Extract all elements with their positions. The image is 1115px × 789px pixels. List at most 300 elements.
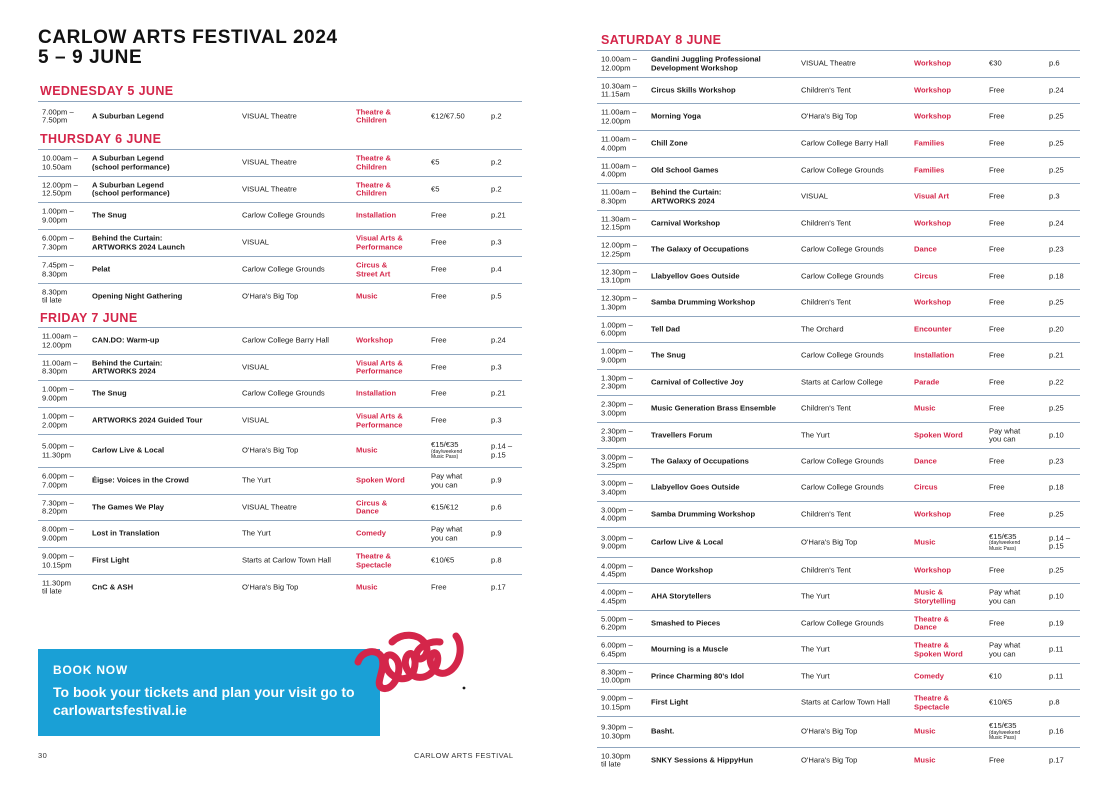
event-time [42,472,90,489]
event-time [601,479,649,496]
schedule-row[interactable] [38,380,522,407]
event-page-ref-text: p.8 [491,555,502,565]
event-venue [242,557,354,566]
schedule-row[interactable] [38,354,522,380]
left-page [0,0,557,789]
event-name-text: First Light [92,555,130,565]
schedule-row[interactable] [597,77,1080,103]
event-page-ref [1049,484,1079,493]
event-time [601,374,649,391]
event-time-text: 12.30pm – 13.10pm [601,266,637,285]
schedule-row[interactable] [38,149,522,176]
event-category [356,108,430,125]
event-page-ref [1049,140,1079,149]
event-time [601,668,649,685]
schedule-row[interactable] [38,256,522,283]
event-time-text: 11.00am – 8.30pm [601,187,637,205]
event-name [651,538,799,547]
event-price-text: Free [431,582,447,592]
event-category [914,246,988,255]
event-venue [242,266,354,275]
schedule-row[interactable] [38,283,522,309]
event-page-ref-text: p.3 [491,237,502,247]
event-price [431,441,489,461]
event-category-text: Music [356,445,378,455]
event-time-text: 12.30pm – 1.30pm [601,293,637,311]
schedule-row[interactable] [597,422,1080,448]
event-venue [242,363,354,372]
event-venue-text: VISUAL [242,362,270,372]
event-time [42,288,90,305]
schedule-row[interactable] [597,316,1080,342]
event-name [651,728,799,737]
event-time-text: 9.30pm – 10.30pm [601,722,633,740]
event-venue-text: Starts at Carlow College [801,377,883,387]
event-page-ref-text: p.19 [1049,618,1064,628]
schedule-row[interactable] [597,289,1080,316]
event-venue-text: Children's Tent [801,218,851,228]
event-category-text: Visual Arts & Performance [356,411,403,429]
event-venue-text: Children's Tent [801,509,851,519]
event-venue [801,484,913,493]
event-price [989,193,1047,202]
event-time-text: 3.00pm – 3.25pm [601,451,633,470]
event-price-text: Free [989,85,1005,95]
event-time-text: 6.00pm – 7.30pm [42,233,74,251]
event-category-text: Theatre & Spectacle [914,693,950,711]
event-page-ref-text: p.25 [1049,297,1064,307]
event-venue-text: Carlow College Grounds [801,350,884,360]
event-venue [242,503,354,512]
event-category-text: Workshop [914,58,951,68]
event-name-text: The Snug [92,210,127,220]
event-venue-text: O'Hara's Big Top [801,726,858,736]
event-time [42,579,90,596]
event-time [601,347,649,364]
event-page-ref-text: p.21 [491,210,506,220]
event-venue-text: The Yurt [242,475,271,485]
event-time-text: 9.00pm – 10.15pm [601,693,633,711]
event-name [651,113,799,122]
event-name-text: Llabyellov Goes Outside [651,271,740,281]
event-venue [242,477,354,486]
event-price [989,352,1047,361]
schedule-row[interactable] [597,716,1080,747]
event-time [601,752,649,769]
event-time-text: 12.00pm – 12.25pm [601,240,637,258]
event-venue-text: O'Hara's Big Top [801,755,858,765]
event-page-ref [491,112,521,121]
event-name-text: First Light [651,697,689,707]
event-venue-text: Children's Tent [801,565,851,575]
event-page-ref-text: p.14 – p.15 [1049,532,1071,551]
event-price [989,219,1047,228]
event-venue-text: Carlow College Grounds [242,388,325,398]
event-time [601,321,649,338]
event-page-ref [1049,193,1079,202]
schedule-row[interactable] [597,557,1080,583]
title-line-2: 5 – 9 JUNE [38,47,143,68]
event-category [914,378,988,387]
event-price-text: Pay what you can [431,524,463,542]
event-category [914,193,988,202]
event-venue [242,185,354,194]
event-price-text: Free [431,237,447,247]
event-price-text: Free [431,415,447,425]
event-venue [801,756,913,765]
event-category-text: Workshop [356,335,393,345]
event-time-text: 1.00pm – 2.00pm [42,411,74,429]
event-page-ref [1049,457,1079,466]
event-category [356,234,430,251]
event-name-text: Opening Night Gathering [92,291,183,301]
event-name-text: Carlow Live & Local [651,537,724,547]
event-time [42,499,90,516]
event-price-text: Free [989,244,1005,254]
event-page-ref-text: p.17 [491,582,506,592]
event-price-text: Free [431,362,447,372]
event-time-text: 2.30pm – 3.00pm [601,399,633,417]
event-category-text: Installation [356,210,397,220]
event-venue-text: VISUAL Theatre [242,184,297,194]
event-price-text: Free [989,565,1005,575]
event-venue-text: The Yurt [242,528,271,538]
event-time [601,427,649,444]
event-category-text: Music [914,726,936,736]
event-page-ref [491,390,521,399]
event-name [92,557,242,566]
event-time [601,506,649,523]
event-category [356,477,430,486]
event-name-text: Behind the Curtain: ARTWORKS 2024 Launch [92,233,185,251]
event-time-text: 5.00pm – 6.20pm [601,613,633,632]
event-time-text: 11.30pm til late [42,577,71,596]
schedule-row[interactable] [597,610,1080,636]
event-venue-text: VISUAL Theatre [801,58,856,68]
event-time [601,534,649,551]
event-price [989,86,1047,95]
event-category-text: Families [914,138,945,148]
event-category [914,728,988,737]
event-time [601,162,649,179]
event-category-text: Theatre & Dance [914,613,950,632]
schedule-row[interactable] [38,202,522,229]
schedule-row[interactable] [597,50,1080,77]
event-venue [242,417,354,426]
event-page-ref [1049,299,1079,308]
event-venue [801,352,913,361]
event-name [651,619,799,628]
event-name [651,431,799,440]
book-now-text[interactable]: To book your tickets and plan your visit go to carlowartsfestival.ie [53,684,355,718]
event-name-text: Chill Zone [651,138,688,148]
event-time [601,400,649,417]
event-price [989,166,1047,175]
event-category [914,756,988,765]
schedule-table-wednesday [38,101,522,131]
event-price [431,185,489,194]
event-page-ref-text: p.9 [491,475,502,485]
event-price [431,112,489,121]
event-time-text: 8.30pm – 10.00pm [601,666,633,685]
event-price-text: Pay what you can [989,425,1021,444]
event-price [989,405,1047,414]
schedule-row[interactable] [597,747,1080,773]
day-heading-thursday: THURSDAY 6 JUNE [40,132,162,146]
event-category-text: Families [914,165,945,175]
event-category [914,538,988,547]
event-name [651,299,799,308]
event-category [356,292,430,301]
event-page-ref-text: p.4 [491,264,502,274]
schedule-row[interactable] [597,501,1080,527]
event-page-ref [1049,378,1079,387]
event-venue-text: Children's Tent [801,85,851,95]
event-category [914,86,988,95]
event-venue [801,219,913,228]
schedule-row[interactable] [597,527,1080,557]
event-name-text: The Games We Play [92,502,165,512]
schedule-row[interactable] [597,342,1080,369]
event-price-text: €15/€12 [431,502,459,512]
event-price [989,457,1047,466]
event-name-text: Carlow Live & Local [92,445,165,455]
schedule-row[interactable] [597,689,1080,716]
event-category [356,447,430,456]
event-time [601,694,649,711]
event-category [914,641,988,658]
event-venue-text: VISUAL Theatre [242,157,297,167]
schedule-row[interactable] [38,574,522,600]
event-time [42,234,90,251]
event-category-text: Theatre & Spoken Word [914,640,963,658]
schedule-row[interactable] [38,547,522,574]
event-category-text: Comedy [914,671,944,681]
event-price-text: Free [989,456,1005,466]
event-price-text: Free [431,291,447,301]
event-category-text: Encounter [914,324,952,334]
event-venue-text: Starts at Carlow Town Hall [242,555,331,565]
event-price [989,510,1047,519]
event-page-ref [1049,352,1079,361]
event-category-text: Spoken Word [914,430,963,440]
event-price-text: €15/€35 [989,721,1017,731]
event-venue [801,113,913,122]
event-venue-text: O'Hara's Big Top [801,537,858,547]
event-page-ref [491,239,521,248]
event-category [356,390,430,399]
event-venue [242,212,354,221]
schedule-table-friday [38,327,522,600]
event-price [989,272,1047,281]
event-name [651,246,799,255]
event-name [92,212,242,221]
schedule-row[interactable] [597,474,1080,501]
event-price [431,337,489,346]
event-name-text: Prince Charming 80's Idol [651,671,744,681]
event-name-text: Carnival of Collective Joy [651,377,744,387]
event-time-text: 4.00pm – 4.45pm [601,560,633,579]
event-page-ref-text: p.25 [1049,509,1064,519]
event-time-text: 10.00am – 10.50am [42,153,78,171]
event-page-ref [1049,728,1079,737]
event-venue-text: Carlow College Grounds [801,456,884,466]
event-name [651,166,799,175]
schedule-row[interactable] [597,103,1080,130]
event-category [356,337,430,346]
schedule-row[interactable] [597,369,1080,395]
event-name-text: Carnival Workshop [651,218,721,228]
event-venue [801,60,913,69]
event-venue-text: Starts at Carlow Town Hall [801,697,890,707]
event-category-text: Visual Art [914,191,950,201]
schedule-row[interactable] [38,327,522,354]
event-price-text: €5 [431,157,440,167]
event-time [42,154,90,171]
event-venue [801,457,913,466]
schedule-row[interactable] [38,434,522,467]
event-category [356,499,430,516]
event-name [92,417,242,426]
event-page-ref [1049,431,1079,440]
schedule-row[interactable] [597,583,1080,610]
event-name [651,140,799,149]
event-name-text: The Galaxy of Occupations [651,456,749,466]
event-time [601,135,649,152]
event-category-text: Comedy [356,528,386,538]
schedule-row[interactable] [597,183,1080,210]
event-price-text: Free [989,350,1005,360]
event-time-text: 11.00am – 4.00pm [601,134,637,152]
event-venue-text: VISUAL Theatre [242,111,297,121]
schedule-row[interactable] [597,663,1080,689]
schedule-row[interactable] [38,467,522,494]
event-venue-text: Carlow College Grounds [242,264,325,274]
event-page-ref [1049,566,1079,575]
event-page-ref-text: p.25 [1049,138,1064,148]
event-category [914,113,988,122]
event-page-ref [1049,510,1079,519]
event-time-text: 1.00pm – 6.00pm [601,319,633,338]
book-now-heading: BOOK NOW [53,663,129,677]
event-page-ref-text: p.18 [1049,482,1064,492]
schedule-row[interactable] [597,448,1080,474]
event-name [92,390,242,399]
event-time [42,181,90,198]
day-heading-wednesday: WEDNESDAY 5 JUNE [40,84,174,98]
event-price [989,484,1047,493]
event-price-text: Free [989,218,1005,228]
event-venue [242,390,354,399]
event-time-text: 9.00pm – 10.15pm [42,551,74,569]
event-name [92,266,242,275]
event-venue [801,193,913,202]
event-price [989,299,1047,308]
schedule-row[interactable] [597,236,1080,263]
event-time-text: 10.30pm til late [601,750,631,769]
schedule-row[interactable] [38,520,522,547]
event-name [92,503,242,512]
book-now-banner[interactable] [38,649,380,736]
event-price [989,140,1047,149]
event-time-text: 11.30am – 12.15pm [601,213,637,232]
schedule-row[interactable] [38,229,522,256]
event-page-ref-text: p.20 [1049,324,1064,334]
schedule-row[interactable] [597,263,1080,289]
event-venue [242,530,354,539]
event-time-text: 7.00pm – 7.50pm [42,106,74,125]
event-page-ref-text: p.25 [1049,111,1064,121]
schedule-row[interactable] [597,130,1080,157]
event-page-ref-text: p.6 [1049,58,1060,68]
schedule-row[interactable] [597,210,1080,236]
event-venue [801,378,913,387]
event-time [42,359,90,376]
scribble-dot [463,687,466,690]
event-category-text: Music [914,755,936,765]
schedule-row[interactable] [597,395,1080,422]
schedule-row[interactable] [38,101,522,131]
event-time-text: 8.30pm til late [42,286,68,305]
event-page-ref [1049,60,1079,69]
event-category [356,583,430,592]
event-category-text: Music [356,291,378,301]
event-page-ref [1049,86,1079,95]
event-time [42,385,90,402]
event-price-text: Free [989,482,1005,492]
event-price [431,472,489,489]
event-time-text: 3.00pm – 4.00pm [601,504,633,523]
event-time [601,108,649,125]
schedule-row[interactable] [38,494,522,520]
event-name [651,378,799,387]
event-time [601,268,649,285]
event-venue-text: The Yurt [801,430,830,440]
event-page-ref [1049,593,1079,602]
schedule-table-thursday [38,149,522,309]
event-price [989,60,1047,69]
event-time-text: 12.00pm – 12.50pm [42,179,78,198]
event-price [431,363,489,372]
event-price-text: Free [431,264,447,274]
event-name [651,484,799,493]
event-category-text: Circus & Street Art [356,260,391,278]
event-name [92,181,242,198]
event-page-ref [1049,272,1079,281]
event-price-text: Free [989,165,1005,175]
schedule-row[interactable] [38,407,522,434]
event-price-text: Free [989,297,1005,307]
schedule-row[interactable] [38,176,522,202]
event-venue [801,593,913,602]
event-category-text: Dance [914,456,937,466]
schedule-row[interactable] [597,636,1080,663]
event-venue-text: The Yurt [801,644,830,654]
event-time [42,332,90,349]
schedule-row[interactable] [597,157,1080,183]
event-name [92,583,242,592]
event-page-ref-text: p.17 [1049,755,1064,765]
event-page-ref [1049,646,1079,655]
event-price-text: €30 [989,58,1002,68]
event-price [431,525,489,542]
event-venue [242,292,354,301]
event-venue [801,246,913,255]
event-category [356,181,430,198]
event-time-text: 5.00pm – 11.30pm [42,441,74,459]
event-price-text: Free [989,509,1005,519]
event-time [601,82,649,99]
